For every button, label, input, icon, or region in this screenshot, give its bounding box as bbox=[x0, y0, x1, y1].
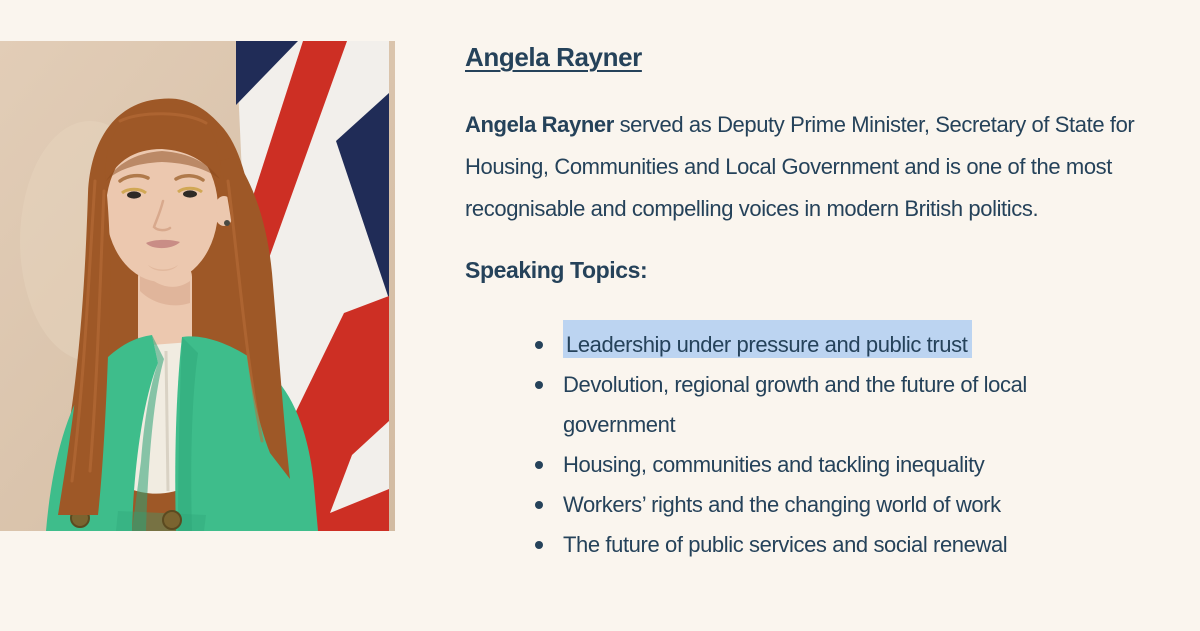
bio-bold-name: Angela Rayner bbox=[465, 112, 614, 137]
bullet-dot bbox=[535, 501, 543, 509]
bullet-dot bbox=[535, 341, 543, 349]
bio-line bbox=[465, 104, 1200, 146]
bio-paragraph bbox=[465, 104, 1200, 230]
bio-line-rest: served as Deputy Prime Minister, Secretary of State for bbox=[613, 112, 1135, 137]
earring bbox=[224, 220, 230, 226]
bullet-dot bbox=[535, 461, 543, 469]
topic-item: Housing, communities and tackling inequality bbox=[465, 445, 1200, 485]
topic-item: Devolution, regional growth and the future of local government bbox=[465, 365, 1200, 445]
selected-text: Leadership under pressure and public trust bbox=[563, 320, 972, 358]
profile-photo-illustration bbox=[0, 41, 395, 531]
bio-line: Housing, Communities and Local Government and is one of the most bbox=[465, 154, 1112, 179]
bullet-dot bbox=[535, 381, 543, 389]
topic-item: Workers’ rights and the changing world of work bbox=[465, 485, 1200, 525]
profile-photo bbox=[0, 41, 395, 531]
jacket-button bbox=[163, 511, 181, 529]
topics-heading: Speaking Topics: bbox=[465, 257, 648, 283]
name-heading-link[interactable]: Angela Rayner bbox=[465, 42, 642, 72]
topic-item bbox=[465, 325, 1200, 365]
bullet-dot bbox=[535, 541, 543, 549]
name-heading bbox=[465, 42, 642, 72]
topic-item: The future of public services and social renewal bbox=[465, 525, 1200, 565]
bio-line: recognisable and compelling voices in modern British politics. bbox=[465, 196, 1039, 221]
topics-list bbox=[465, 325, 1200, 565]
